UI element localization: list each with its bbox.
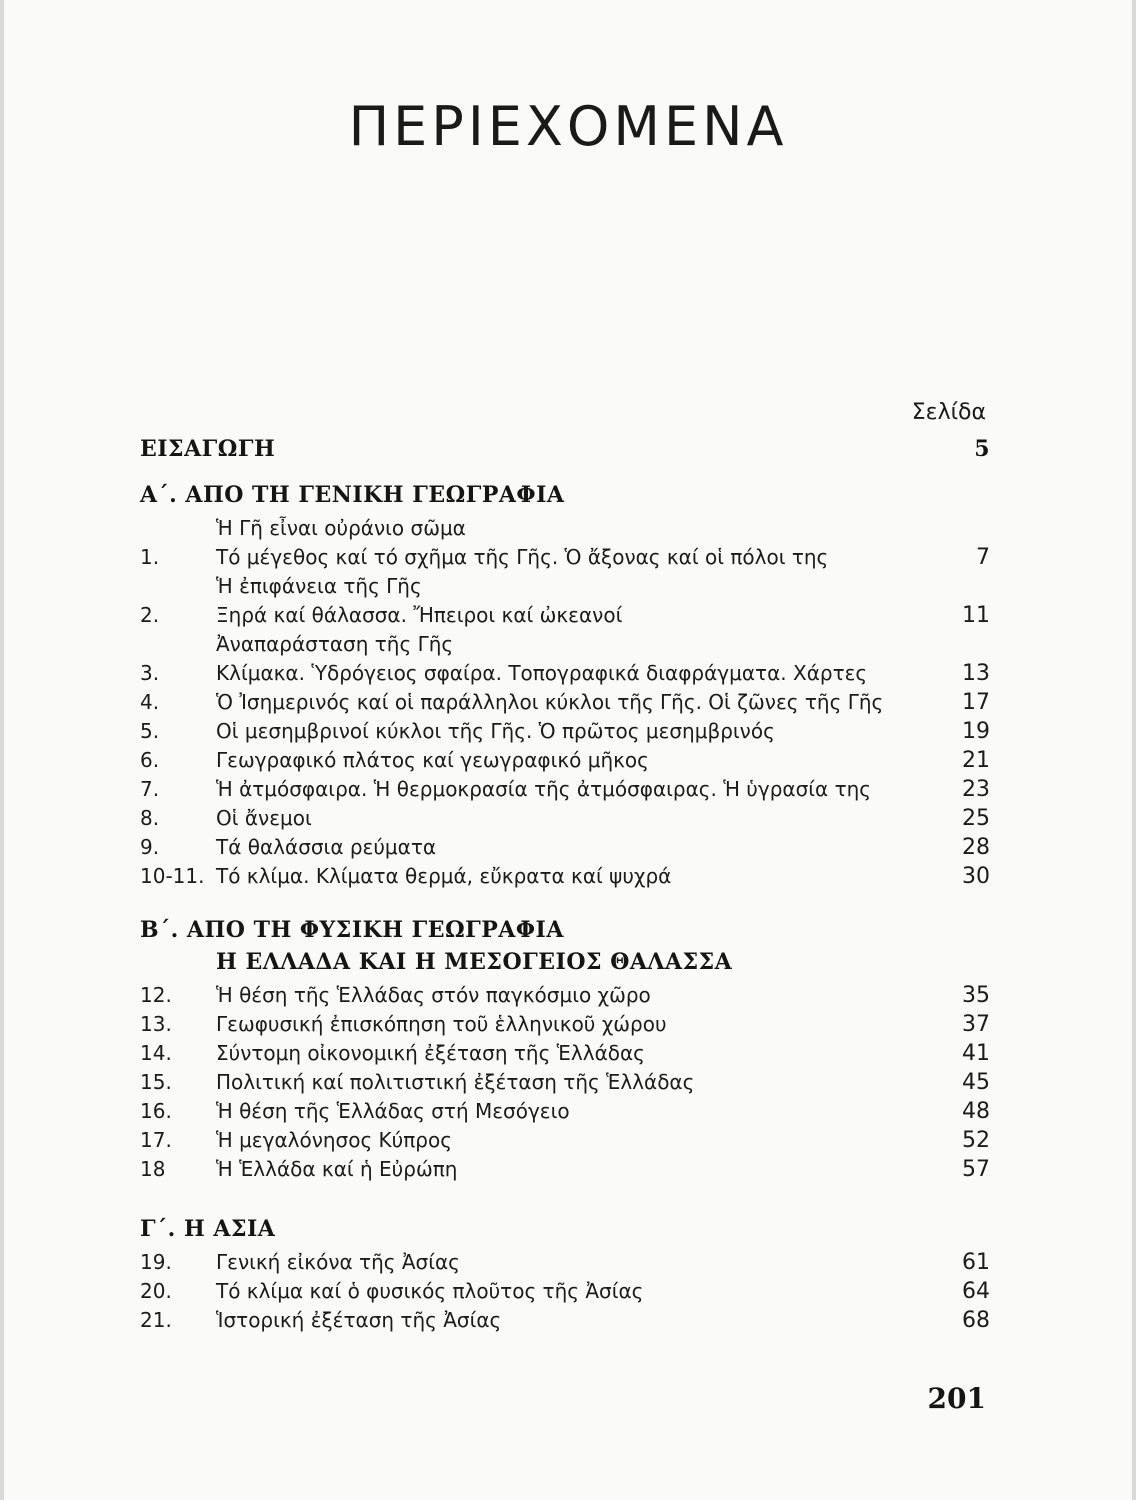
entry-page: 37 — [962, 1012, 990, 1037]
entry-title: Ἡ ἐπιφάνεια τῆς Γῆς — [216, 574, 422, 598]
entry-page: 17 — [962, 690, 990, 715]
entry-number: 10-11. — [140, 864, 205, 888]
entry-title: Ἡ θέση τῆς Ἑλλάδας στόν παγκόσμιο χῶρο — [216, 983, 651, 1007]
toc-entry — [140, 1155, 990, 1184]
entry-title: Ἡ Γῆ εἶναι οὐράνιο σῶμα — [216, 516, 466, 540]
entry-page: 68 — [962, 1308, 990, 1333]
entry-number: 1. — [140, 545, 160, 569]
entry-page: 57 — [962, 1157, 990, 1182]
page-edge-left — [0, 0, 4, 1500]
entry-title: Τά θαλάσσια ρεύματα — [216, 835, 437, 859]
entry-subtitle: Κλίμακα. Ὑδρόγειος σφαίρα. Τοπογραφικά διαφράγματα. Χάρτες — [216, 661, 868, 685]
toc-entry — [140, 1126, 990, 1155]
entry-number: 7. — [140, 777, 160, 801]
toc-entry — [140, 1039, 990, 1068]
entry-number: 16. — [140, 1099, 172, 1123]
entry-number: 14. — [140, 1041, 172, 1065]
section-b-title: Β΄. ΑΠΟ ΤΗ ΦΥΣΙΚΗ ΓΕΩΓΡΑΦΙΑ — [140, 917, 564, 943]
intro-label: ΕΙΣΑΓΩΓΗ — [140, 436, 276, 462]
entry-subtitle: Τό μέγεθος καί τό σχῆμα τῆς Γῆς. Ὁ ἄξονας καί οἱ πόλοι της — [216, 545, 829, 569]
entry-page: 11 — [962, 603, 990, 628]
toc-entry — [140, 833, 990, 862]
entry-title: Σύντομη οἰκονομική ἐξέταση τῆς Ἑλλάδας — [216, 1041, 645, 1065]
entry-title: Οἱ ἄνεμοι — [216, 806, 312, 830]
section-a-heading — [140, 482, 990, 508]
entry-title: Τό κλίμα καί ὁ φυσικός πλοῦτος τῆς Ἀσίας — [216, 1279, 644, 1303]
entry-page: 28 — [962, 835, 990, 860]
entry-number: 21. — [140, 1308, 172, 1332]
toc-entry — [140, 1306, 990, 1335]
entry-page: 25 — [962, 806, 990, 831]
section-b-heading — [140, 917, 990, 943]
toc-content — [140, 436, 990, 1335]
toc-entry — [140, 746, 990, 775]
toc-entry — [140, 1248, 990, 1277]
entry-page: 41 — [962, 1041, 990, 1066]
toc-entry — [140, 572, 990, 630]
entry-number: 2. — [140, 603, 160, 627]
entry-title: Ἡ Ἑλλάδα καί ἡ Εὐρώπη — [216, 1157, 458, 1181]
page-number: 201 — [927, 1382, 986, 1415]
entry-title: Γεωγραφικό πλάτος καί γεωγραφικό μῆκος — [216, 748, 649, 772]
entry-number: 13. — [140, 1012, 172, 1036]
entry-page: 48 — [962, 1099, 990, 1124]
entry-page: 45 — [962, 1070, 990, 1095]
entry-number: 4. — [140, 690, 160, 714]
entry-number: 19. — [140, 1250, 172, 1274]
entry-title: Ὁ Ἰσημερινός καί οἱ παράλληλοι κύκλοι τῆς Γῆς. Οἱ ζῶνες τῆς Γῆς — [216, 690, 884, 714]
entry-number: 5. — [140, 719, 160, 743]
section-a-title: Α΄. ΑΠΟ ΤΗ ΓΕΝΙΚΗ ΓΕΩΓΡΑΦΙΑ — [140, 482, 565, 508]
entry-number: 6. — [140, 748, 160, 772]
entry-page: 35 — [962, 983, 990, 1008]
page-column-label: Σελίδα — [911, 400, 986, 425]
toc-entry — [140, 688, 990, 717]
entry-page: 61 — [962, 1250, 990, 1275]
entry-number: 20. — [140, 1279, 172, 1303]
section-b-subheading: Η ΕΛΛΑΔΑ ΚΑΙ Η ΜΕΣΟΓΕΙΟΣ ΘΑΛΑΣΣΑ — [216, 949, 733, 975]
toc-entry — [140, 775, 990, 804]
entry-title: Ἀναπαράσταση τῆς Γῆς — [216, 632, 454, 656]
entry-number: 18 — [140, 1157, 166, 1181]
toc-entry — [140, 804, 990, 833]
entry-number: 3. — [140, 661, 160, 685]
entry-title: Οἱ μεσημβρινοί κύκλοι τῆς Γῆς. Ὁ πρῶτος μεσημβρινός — [216, 719, 775, 743]
entry-number: 12. — [140, 983, 172, 1007]
entry-page: 30 — [962, 864, 990, 889]
entry-page: 13 — [962, 661, 990, 686]
entry-number: 17. — [140, 1128, 172, 1152]
entry-title: Τό κλίμα. Κλίματα θερμά, εὔκρατα καί ψυχρά — [216, 864, 672, 888]
entry-title: Ἱστορική ἐξέταση τῆς Ἀσίας — [216, 1308, 502, 1332]
entry-page: 52 — [962, 1128, 990, 1153]
section-a-entries — [140, 514, 990, 891]
intro-page: 5 — [974, 436, 990, 462]
entry-page: 19 — [962, 719, 990, 744]
toc-entry — [140, 862, 990, 891]
entry-number: 15. — [140, 1070, 172, 1094]
toc-entry — [140, 1277, 990, 1306]
entry-page: 23 — [962, 777, 990, 802]
intro-heading — [140, 436, 990, 462]
toc-entry — [140, 981, 990, 1010]
entry-subtitle: Ξηρά καί θάλασσα. Ἤπειροι καί ὠκεανοί — [216, 603, 623, 627]
toc-entry — [140, 630, 990, 688]
toc-entry — [140, 1097, 990, 1126]
entry-title: Ἡ μεγαλόνησος Κύπρος — [216, 1128, 452, 1152]
toc-entry — [140, 717, 990, 746]
page-edge-right — [1132, 0, 1136, 1500]
section-c-title: Γ΄. Η ΑΣΙΑ — [140, 1216, 276, 1242]
section-c-heading — [140, 1216, 990, 1242]
toc-entry — [140, 1068, 990, 1097]
entry-title: Γενική εἰκόνα τῆς Ἀσίας — [216, 1250, 460, 1274]
entry-title: Ἡ θέση τῆς Ἑλλάδας στή Μεσόγειο — [216, 1099, 570, 1123]
entry-page: 7 — [976, 545, 990, 570]
entry-page: 64 — [962, 1279, 990, 1304]
section-c-entries — [140, 1248, 990, 1335]
entry-page: 21 — [962, 748, 990, 773]
entry-number: 8. — [140, 806, 160, 830]
section-b-entries — [140, 981, 990, 1184]
entry-number: 9. — [140, 835, 160, 859]
toc-entry — [140, 514, 990, 572]
toc-entry — [140, 1010, 990, 1039]
page-title: ΠΕΡΙΕΧΟΜΕΝΑ — [348, 95, 788, 158]
entry-title: Ἡ ἀτμόσφαιρα. Ἡ θερμοκρασία τῆς ἀτμόσφαιρας. Ἡ ὑγρασία της — [216, 777, 872, 801]
entry-title: Πολιτική καί πολιτιστική ἐξέταση τῆς Ἑλλάδας — [216, 1070, 695, 1094]
entry-title: Γεωφυσική ἐπισκόπηση τοῦ ἑλληνικοῦ χώρου — [216, 1012, 667, 1036]
